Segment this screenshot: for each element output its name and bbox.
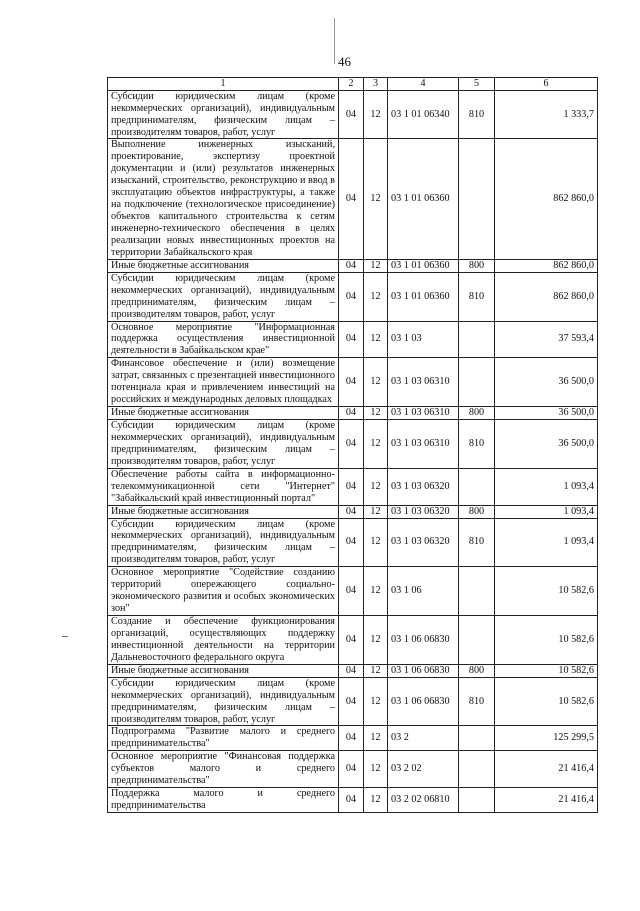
table-row — [108, 321, 598, 358]
amount: 862 860,0 — [495, 272, 598, 321]
row-name: Иные бюджетные ассигнования — [108, 505, 339, 518]
amount: 10 582,6 — [495, 664, 598, 677]
amount: 21 416,4 — [495, 751, 598, 788]
subsection-code: 12 — [364, 567, 388, 616]
amount: 1 093,4 — [495, 468, 598, 505]
expense-type-code — [459, 321, 495, 358]
expense-type-code — [459, 788, 495, 813]
subsection-code: 12 — [364, 407, 388, 420]
margin-mark — [62, 636, 68, 637]
amount: 10 582,6 — [495, 677, 598, 726]
target-article-code: 03 1 03 06320 — [388, 505, 459, 518]
section-code: 04 — [339, 407, 364, 420]
target-article-code: 03 1 03 06310 — [388, 420, 459, 469]
row-name: Финансовое обеспечение и (или) возмещение затрат, связанных с презентацией инвестиционного потенциала края и привлечением инвестиций на российских и международных деловых площадках — [108, 358, 339, 407]
section-code: 04 — [339, 788, 364, 813]
column-header: 2 — [339, 78, 364, 91]
subsection-code: 12 — [364, 505, 388, 518]
section-code: 04 — [339, 518, 364, 567]
row-name: Иные бюджетные ассигнования — [108, 407, 339, 420]
column-header: 4 — [388, 78, 459, 91]
subsection-code: 12 — [364, 616, 388, 665]
column-header: 6 — [495, 78, 598, 91]
amount: 36 500,0 — [495, 358, 598, 407]
expense-type-code: 800 — [459, 505, 495, 518]
expense-type-code — [459, 751, 495, 788]
section-code: 04 — [339, 726, 364, 751]
expense-type-code: 810 — [459, 420, 495, 469]
subsection-code: 12 — [364, 664, 388, 677]
row-name: Создание и обеспечение функционирования организаций, осуществляющих поддержку инвестиционной деятельности на территории Дальневосточного федерального округа — [108, 616, 339, 665]
subsection-code: 12 — [364, 468, 388, 505]
table-row — [108, 505, 598, 518]
expense-type-code — [459, 358, 495, 407]
target-article-code: 03 1 03 06320 — [388, 468, 459, 505]
subsection-code: 12 — [364, 788, 388, 813]
row-name: Основное мероприятие "Финансовая поддержка субъектов малого и среднего предпринимательства" — [108, 751, 339, 788]
amount: 10 582,6 — [495, 616, 598, 665]
section-code: 04 — [339, 420, 364, 469]
section-code: 04 — [339, 90, 364, 139]
target-article-code: 03 1 01 06340 — [388, 90, 459, 139]
expense-type-code: 810 — [459, 90, 495, 139]
target-article-code: 03 2 02 06810 — [388, 788, 459, 813]
row-name: Подпрограмма "Развитие малого и среднего предпринимательства" — [108, 726, 339, 751]
row-name: Выполнение инженерных изысканий, проектирование, экспертизу проектной документации и (или) результатов инженерных изысканий, строительство, реконструкцию и ввод в эксплуатацию объектов инфраструктуры, а также на подключение (технологическое присоединение) объектов капитального строительства к сетям инженерно-технического обеспечения в целях реализации новых инвестиционных проектов на территории Забайкальского края — [108, 139, 339, 259]
subsection-code: 12 — [364, 677, 388, 726]
section-code: 04 — [339, 616, 364, 665]
table-row — [108, 664, 598, 677]
target-article-code: 03 1 03 06320 — [388, 518, 459, 567]
expense-type-code — [459, 139, 495, 259]
column-header: 1 — [108, 78, 339, 91]
column-number-row — [108, 78, 598, 91]
expense-type-code — [459, 726, 495, 751]
section-code: 04 — [339, 677, 364, 726]
column-header: 5 — [459, 78, 495, 91]
table-row — [108, 407, 598, 420]
target-article-code: 03 1 01 06360 — [388, 259, 459, 272]
page-number: 46 — [338, 54, 351, 69]
expense-type-code: 810 — [459, 518, 495, 567]
expense-type-code: 800 — [459, 259, 495, 272]
amount: 1 333,7 — [495, 90, 598, 139]
section-code: 04 — [339, 567, 364, 616]
scan-artifact-line — [334, 18, 335, 64]
amount: 1 093,4 — [495, 518, 598, 567]
amount: 125 299,5 — [495, 726, 598, 751]
row-name: Основное мероприятие "Содействие созданию территорий опережающего социально-экономического развития и особых экономических зон" — [108, 567, 339, 616]
row-name: Субсидии юридическим лицам (кроме некоммерческих организаций), индивидуальным предпринимателям, физическим лицам – производителям товаров, работ, услуг — [108, 90, 339, 139]
table-row — [108, 272, 598, 321]
table-row — [108, 420, 598, 469]
expense-type-code: 800 — [459, 664, 495, 677]
row-name: Субсидии юридическим лицам (кроме некоммерческих организаций), индивидуальным предпринимателям, физическим лицам – производителям товаров, работ, услуг — [108, 677, 339, 726]
row-name: Поддержка малого и среднего предпринимательства — [108, 788, 339, 813]
amount: 10 582,6 — [495, 567, 598, 616]
row-name: Обеспечение работы сайта в информационно-телекоммуникационной сети "Интернет" "Забайкальский край инвестиционный портал" — [108, 468, 339, 505]
row-name: Иные бюджетные ассигнования — [108, 259, 339, 272]
section-code: 04 — [339, 664, 364, 677]
section-code: 04 — [339, 358, 364, 407]
target-article-code: 03 1 06 06830 — [388, 677, 459, 726]
section-code: 04 — [339, 139, 364, 259]
expense-type-code: 810 — [459, 272, 495, 321]
target-article-code: 03 1 03 06310 — [388, 407, 459, 420]
table-row — [108, 468, 598, 505]
section-code: 04 — [339, 505, 364, 518]
amount: 862 860,0 — [495, 259, 598, 272]
row-name: Субсидии юридическим лицам (кроме некоммерческих организаций), индивидуальным предпринимателям, физическим лицам – производителям товаров, работ, услуг — [108, 272, 339, 321]
table-row — [108, 358, 598, 407]
table-row — [108, 90, 598, 139]
subsection-code: 12 — [364, 259, 388, 272]
amount: 21 416,4 — [495, 788, 598, 813]
expense-type-code — [459, 616, 495, 665]
amount: 862 860,0 — [495, 139, 598, 259]
table-row — [108, 518, 598, 567]
subsection-code: 12 — [364, 272, 388, 321]
subsection-code: 12 — [364, 90, 388, 139]
table-row — [108, 616, 598, 665]
column-header: 3 — [364, 78, 388, 91]
expense-type-code: 800 — [459, 407, 495, 420]
table-row — [108, 259, 598, 272]
subsection-code: 12 — [364, 751, 388, 788]
target-article-code: 03 2 02 — [388, 751, 459, 788]
row-name: Субсидии юридическим лицам (кроме некоммерческих организаций), индивидуальным предпринимателям, физическим лицам – производителям товаров, работ, услуг — [108, 420, 339, 469]
table-row — [108, 751, 598, 788]
table-row — [108, 567, 598, 616]
row-name: Субсидии юридическим лицам (кроме некоммерческих организаций), индивидуальным предпринимателям, физическим лицам – производителям товаров, работ, услуг — [108, 518, 339, 567]
expense-type-code — [459, 468, 495, 505]
section-code: 04 — [339, 468, 364, 505]
subsection-code: 12 — [364, 420, 388, 469]
row-name: Основное мероприятие "Информационная поддержка осуществления инвестиционной деятельности в Забайкальском крае" — [108, 321, 339, 358]
table-row — [108, 139, 598, 259]
table-row — [108, 677, 598, 726]
target-article-code: 03 1 01 06360 — [388, 139, 459, 259]
target-article-code: 03 2 — [388, 726, 459, 751]
amount: 36 500,0 — [495, 407, 598, 420]
budget-table — [107, 77, 598, 813]
expense-type-code: 810 — [459, 677, 495, 726]
amount: 1 093,4 — [495, 505, 598, 518]
expense-type-code — [459, 567, 495, 616]
section-code: 04 — [339, 321, 364, 358]
amount: 36 500,0 — [495, 420, 598, 469]
section-code: 04 — [339, 259, 364, 272]
subsection-code: 12 — [364, 726, 388, 751]
section-code: 04 — [339, 272, 364, 321]
table-row — [108, 726, 598, 751]
target-article-code: 03 1 01 06360 — [388, 272, 459, 321]
subsection-code: 12 — [364, 139, 388, 259]
target-article-code: 03 1 06 06830 — [388, 664, 459, 677]
target-article-code: 03 1 06 06830 — [388, 616, 459, 665]
amount: 37 593,4 — [495, 321, 598, 358]
subsection-code: 12 — [364, 321, 388, 358]
target-article-code: 03 1 03 — [388, 321, 459, 358]
target-article-code: 03 1 06 — [388, 567, 459, 616]
table-row — [108, 788, 598, 813]
target-article-code: 03 1 03 06310 — [388, 358, 459, 407]
section-code: 04 — [339, 751, 364, 788]
subsection-code: 12 — [364, 358, 388, 407]
row-name: Иные бюджетные ассигнования — [108, 664, 339, 677]
subsection-code: 12 — [364, 518, 388, 567]
